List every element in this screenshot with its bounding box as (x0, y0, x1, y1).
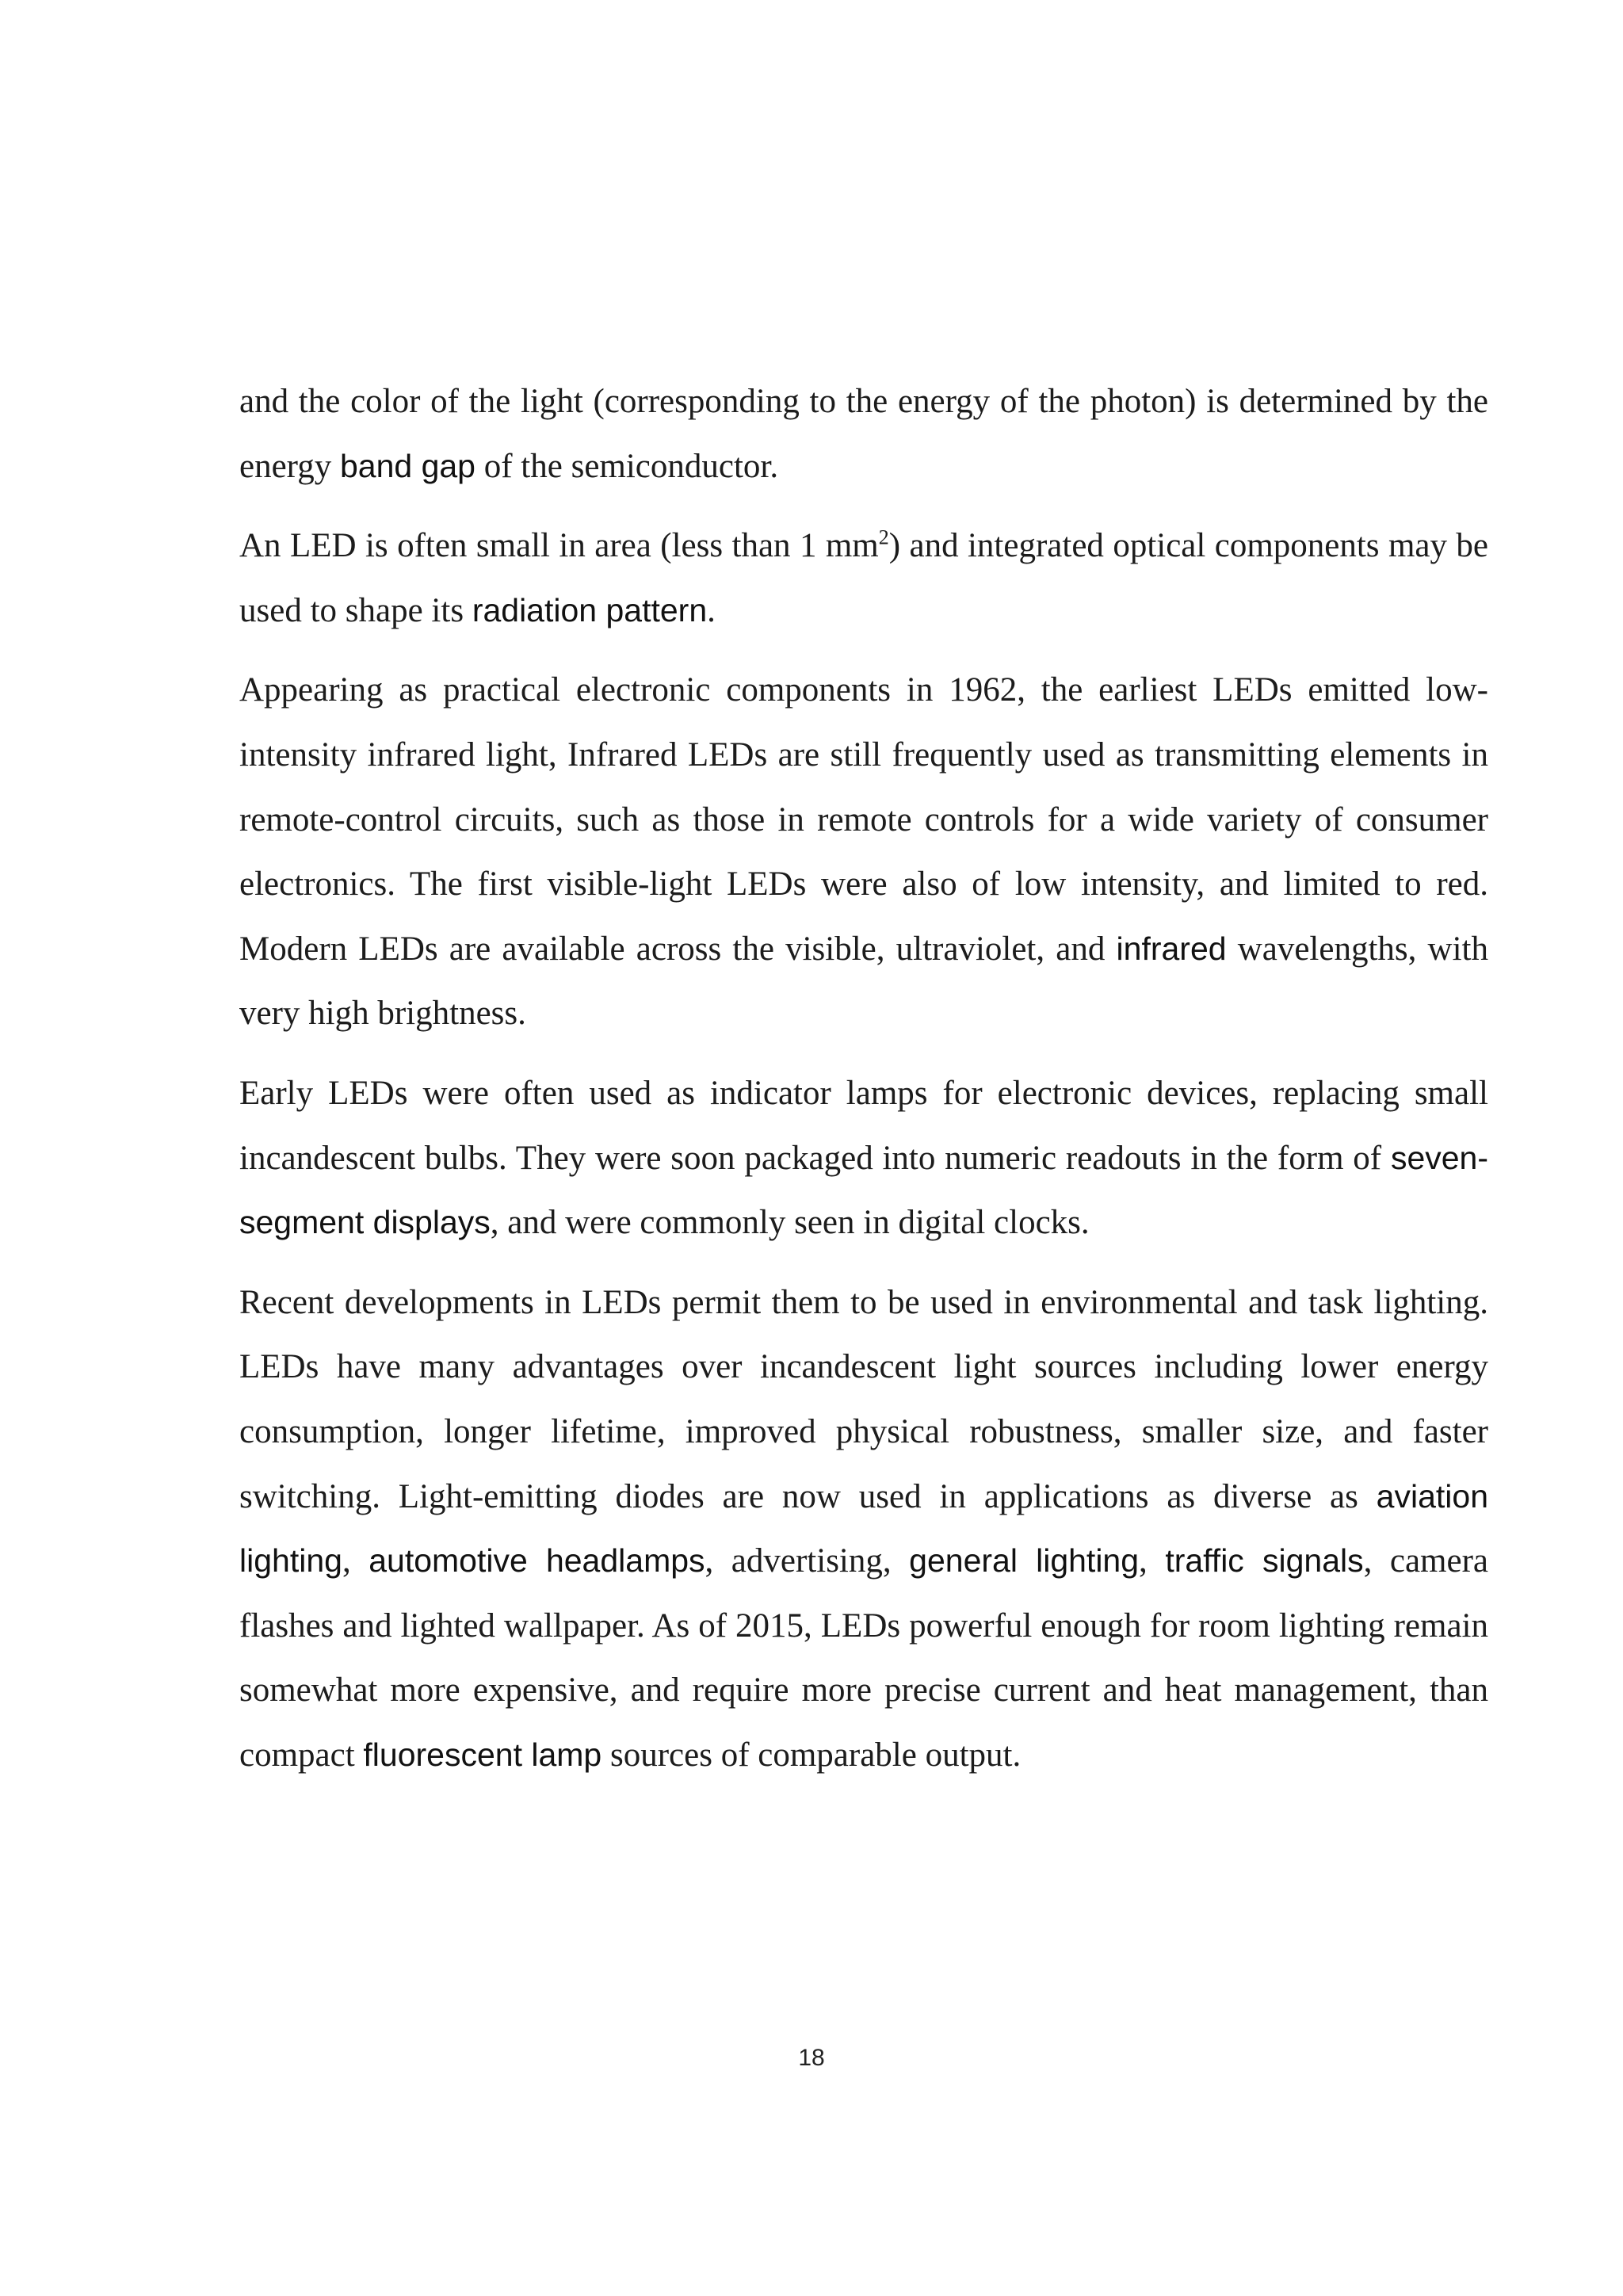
text-run: of the semiconductor. (475, 447, 779, 485)
text-run: . (707, 591, 716, 629)
link-general-lighting[interactable]: general lighting (909, 1542, 1140, 1580)
link-infrared[interactable]: infrared (1116, 930, 1227, 967)
text-run: , (1139, 1542, 1166, 1580)
text-run: , advertising, (705, 1542, 910, 1580)
paragraph-5 (239, 1270, 1488, 1788)
link-automotive-headlamps[interactable]: automotive headlamps (369, 1542, 705, 1580)
paragraph-1 (239, 369, 1488, 499)
paragraph-2 (239, 514, 1488, 643)
paragraph-4 (239, 1061, 1488, 1255)
text-run: , and were commonly seen in digital clocks. (490, 1204, 1090, 1242)
text-run: ) and integrated optical components may be used to shape its (239, 527, 1488, 629)
text-run: and the color of the light (corresponding to the energy of the photon) is determined by the energy (239, 383, 1488, 485)
text-run: , (342, 1542, 369, 1580)
text-run: wavelengths, with very high brightness. (239, 930, 1488, 1033)
text-run: Recent developments in LEDs permit them to be used in environmental and task lighting. LEDs have many advantages over incandescent light sources including lower energy consumption, longer lifetime, improved physical robustness, smaller size, and faster switching. Light-emitting diodes are now used in applications as diverse as (239, 1283, 1488, 1515)
text-run: Appearing as practical electronic components in 1962, the earliest LEDs emitted low-intensity infrared light, Infrared LEDs are still frequently used as transmitting elements in remote-control circuits, such as those in remote controls for a wide variety of consumer electronics. The first visible-light LEDs were also of low intensity, and limited to red. Modern LEDs are available across the visible, ultraviolet, and (239, 671, 1488, 968)
superscript: 2 (878, 525, 889, 549)
body-text (239, 369, 1488, 1802)
text-run: Early LEDs were often used as indicator lamps for electronic devices, replacing small incandescent bulbs. They were soon packaged into numeric readouts in the form of (239, 1074, 1488, 1177)
link-seven-segment-displays[interactable]: seven-segment displays (239, 1139, 1488, 1241)
link-band-gap[interactable]: band gap (339, 447, 475, 484)
text-run: , camera flashes and lighted wallpaper. As of 2015, LEDs powerful enough for room lighting remain somewhat more expensive, and require more precise current and heat management, than compact (239, 1542, 1488, 1774)
link-fluorescent-lamp[interactable]: fluorescent lamp (363, 1736, 602, 1773)
page-number: 18 (798, 2045, 825, 2071)
text-run: sources of comparable output. (601, 1736, 1022, 1774)
link-aviation-lighting[interactable]: aviation lighting (239, 1477, 1488, 1580)
link-radiation-pattern[interactable]: radiation pattern (472, 591, 708, 628)
paragraph-3 (239, 658, 1488, 1046)
text-run: An LED is often small in area (less than 1 mm (239, 527, 879, 565)
link-traffic-signals[interactable]: traffic signals (1165, 1542, 1364, 1580)
